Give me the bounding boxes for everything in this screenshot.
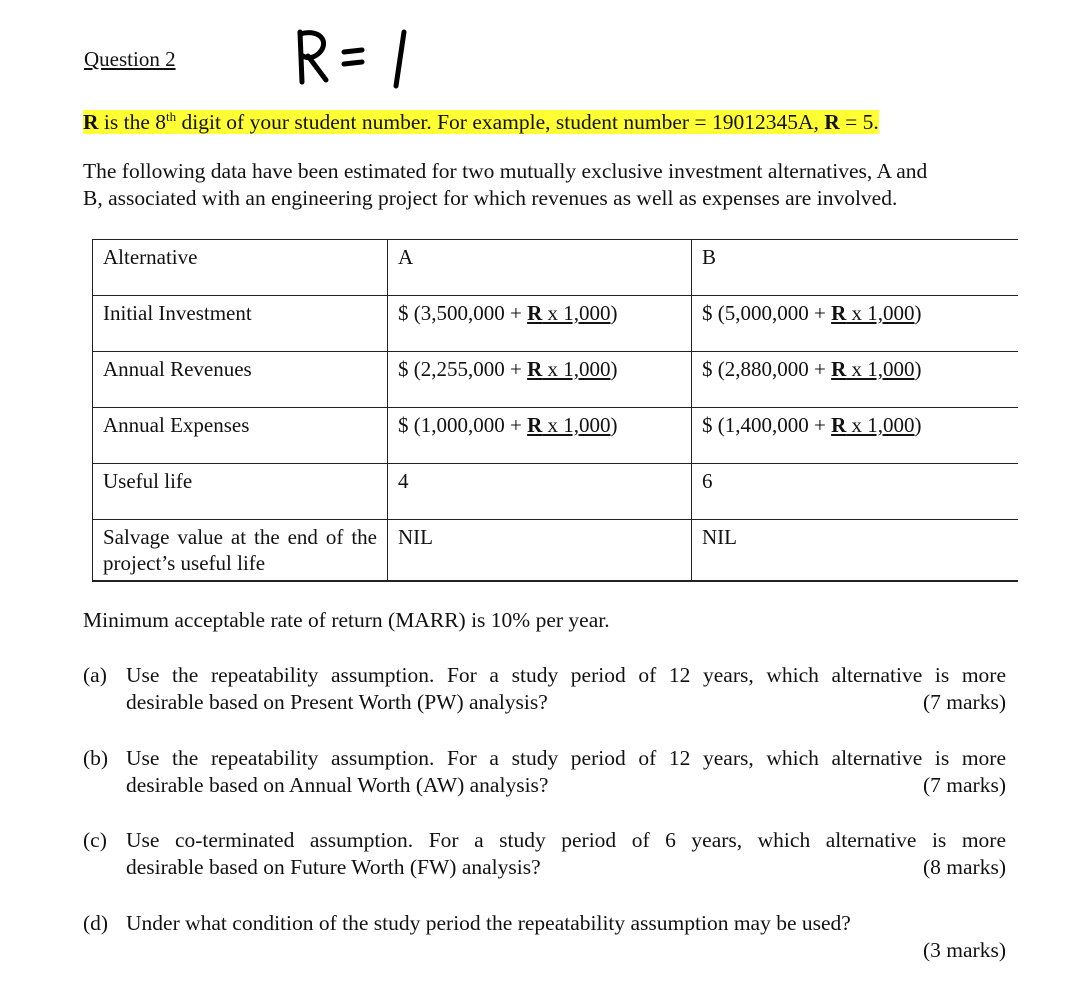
life-a: 4 — [388, 464, 692, 520]
table-row — [93, 240, 1019, 296]
handwritten-note — [292, 26, 422, 90]
life-b: 6 — [692, 464, 1019, 520]
revenues-b: $ (2,880,000 + R x 1,000) — [692, 352, 1019, 408]
marks: (8 marks) — [923, 855, 1006, 879]
revenues-a: $ (2,255,000 + R x 1,000) — [388, 352, 692, 408]
table-row: Salvage value at the end of the project’s useful life NIL NIL — [93, 520, 1019, 582]
header-b: B — [692, 240, 1019, 296]
table-row: Annual Revenues $ (2,255,000 + R x 1,000) $ (2,880,000 + R x 1,000) — [93, 352, 1019, 408]
salvage-a: NIL — [388, 520, 692, 582]
marks: (7 marks) — [923, 690, 1006, 714]
marks: (7 marks) — [923, 773, 1006, 797]
initial-a: $ (3,500,000 + R x 1,000) — [388, 296, 692, 352]
intro-line-2: B, associated with an engineering project for which revenues as well as expenses are involved. — [83, 186, 898, 210]
marks: (3 marks) — [923, 938, 1006, 962]
expenses-b: $ (1,400,000 + R x 1,000) — [692, 408, 1019, 464]
instruction-line: R is the 8th digit of your student number. For example, student number = 19012345A, R = 5. — [83, 109, 879, 135]
part-b: (b) Use the repeatability assumption. For a study period of 12 years, which alternative is more desirable based on Annual Worth (AW) analysis? (7 marks) — [83, 746, 1006, 797]
salvage-b: NIL — [692, 520, 1019, 582]
part-a: (a) Use the repeatability assumption. For a study period of 12 years, which alternative is more desirable based on Present Worth (PW) analysis? (7 marks) — [83, 663, 1006, 714]
table-row: Annual Expenses $ (1,000,000 + R x 1,000) $ (1,400,000 + R x 1,000) — [93, 408, 1019, 464]
header-label: Alternative — [93, 240, 388, 296]
r-variable: R — [83, 110, 99, 135]
part-d: (d) Under what condition of the study period the repeatability assumption may be used? (3 marks) — [83, 911, 1006, 962]
question-title: Question 2 — [84, 47, 176, 71]
table-row: Initial Investment $ (3,500,000 + R x 1,000) $ (5,000,000 + R x 1,000) — [93, 296, 1019, 352]
header-a: A — [388, 240, 692, 296]
initial-b: $ (5,000,000 + R x 1,000) — [692, 296, 1019, 352]
part-c: (c) Use co-terminated assumption. For a study period of 6 years, which alternative is more desirable based on Future Worth (FW) analysis? (8 marks) — [83, 828, 1006, 879]
expenses-a: $ (1,000,000 + R x 1,000) — [388, 408, 692, 464]
alternatives-table — [92, 239, 1018, 582]
marr-statement: Minimum acceptable rate of return (MARR) is 10% per year. — [83, 608, 610, 632]
intro-line-1: The following data have been estimated for two mutually exclusive investment alternatives, A and — [83, 159, 928, 183]
table-row: Useful life 4 6 — [93, 464, 1019, 520]
